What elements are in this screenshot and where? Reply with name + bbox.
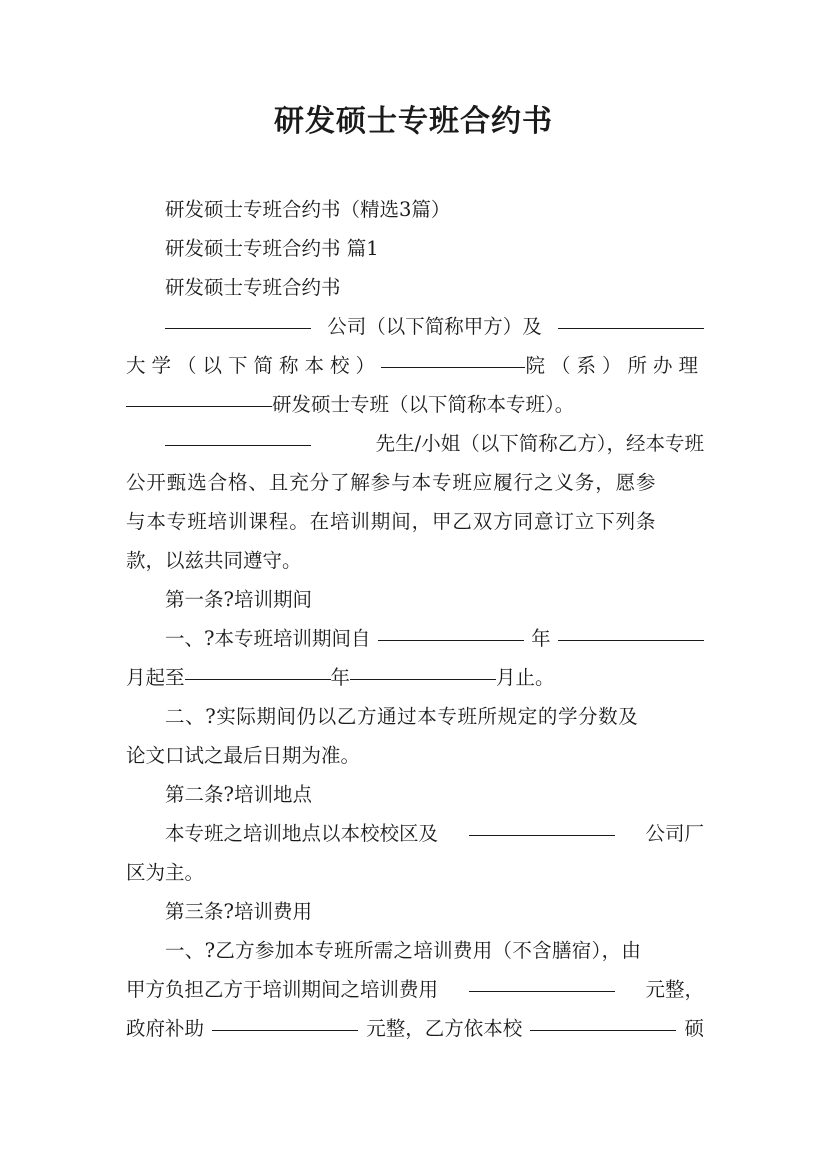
blank-field[interactable] bbox=[558, 327, 704, 329]
line-2 bbox=[126, 229, 704, 268]
text: 月起至 bbox=[126, 666, 185, 689]
text: 研发硕士专班合约书 篇1 bbox=[165, 237, 379, 260]
line-1 bbox=[126, 190, 704, 229]
document-title: 研发硕士专班合约书 bbox=[274, 104, 553, 139]
text: 公司厂 bbox=[645, 822, 704, 845]
text: 政府补助 bbox=[126, 1017, 205, 1040]
blank-field[interactable] bbox=[378, 639, 524, 641]
line-5 bbox=[126, 346, 704, 385]
line-7 bbox=[126, 424, 704, 463]
blank-field[interactable] bbox=[558, 639, 704, 641]
line-3 bbox=[126, 268, 704, 307]
line-17 bbox=[126, 814, 704, 853]
line-8 bbox=[126, 463, 704, 502]
blank-field[interactable] bbox=[165, 327, 311, 329]
line-13 bbox=[126, 658, 704, 697]
text: 研发硕士专班（以下简称本专班）。 bbox=[272, 393, 575, 416]
section-heading: 第一条?培训期间 bbox=[165, 588, 312, 611]
blank-field[interactable] bbox=[530, 1029, 676, 1031]
line-4 bbox=[126, 307, 704, 346]
text: 公开甄选合格、且充分了解参与本专班应履行之义务，愿参 bbox=[126, 471, 657, 494]
text: 一、?本专班培训期间自 bbox=[165, 627, 371, 650]
text: 公司（以下简称甲方）及 bbox=[327, 315, 542, 338]
line-19 bbox=[126, 892, 704, 931]
text: 元整，乙方依本校 bbox=[366, 1017, 523, 1040]
blank-field[interactable] bbox=[381, 366, 525, 368]
line-6 bbox=[126, 385, 704, 424]
line-15 bbox=[126, 736, 704, 775]
line-14 bbox=[126, 697, 704, 736]
text: 大学（以下简称本校） bbox=[126, 354, 382, 377]
text: 研发硕士专班合约书 bbox=[165, 276, 341, 299]
text: 硕 bbox=[684, 1017, 704, 1040]
text: 年 bbox=[330, 666, 351, 689]
blank-field[interactable] bbox=[469, 990, 615, 992]
text: 元整， bbox=[645, 978, 704, 1001]
text: 与本专班培训课程。在培训期间，甲乙双方同意订立下列条 bbox=[126, 510, 657, 533]
blank-field[interactable] bbox=[350, 678, 496, 680]
text: 研发硕士专班合约书（精选3篇） bbox=[165, 198, 451, 221]
text: 二、?实际期间仍以乙方通过本专班所规定的学分数及 bbox=[165, 705, 639, 728]
text: 院（系）所办理 bbox=[525, 354, 704, 377]
blank-field[interactable] bbox=[126, 405, 272, 407]
blank-field[interactable] bbox=[165, 444, 311, 446]
blank-field[interactable] bbox=[469, 834, 615, 836]
text: 本专班之培训地点以本校校区及 bbox=[165, 822, 439, 845]
text: 月止。 bbox=[496, 666, 555, 689]
text: 先生/小姐（以下简称乙方），经本专班 bbox=[375, 432, 704, 455]
text: 区为主。 bbox=[126, 861, 205, 884]
document-body bbox=[126, 190, 704, 1048]
text: 一、?乙方参加本专班所需之培训费用（不含膳宿），由 bbox=[165, 939, 642, 962]
text: 甲方负担乙方于培训期间之培训费用 bbox=[126, 978, 439, 1001]
text: 论文口试之最后日期为准。 bbox=[126, 744, 361, 767]
section-heading: 第二条?培训地点 bbox=[165, 783, 312, 806]
line-18 bbox=[126, 853, 704, 892]
section-heading: 第三条?培训费用 bbox=[165, 900, 312, 923]
blank-field[interactable] bbox=[212, 1029, 358, 1031]
line-12 bbox=[126, 619, 704, 658]
line-21 bbox=[126, 970, 704, 1009]
blank-field[interactable] bbox=[185, 678, 331, 680]
line-20 bbox=[126, 931, 704, 970]
line-16 bbox=[126, 775, 704, 814]
line-10 bbox=[126, 541, 704, 580]
line-11 bbox=[126, 580, 704, 619]
text: 年 bbox=[531, 627, 551, 650]
line-22 bbox=[126, 1009, 704, 1048]
text: 款，以兹共同遵守。 bbox=[126, 549, 302, 572]
line-9 bbox=[126, 502, 704, 541]
